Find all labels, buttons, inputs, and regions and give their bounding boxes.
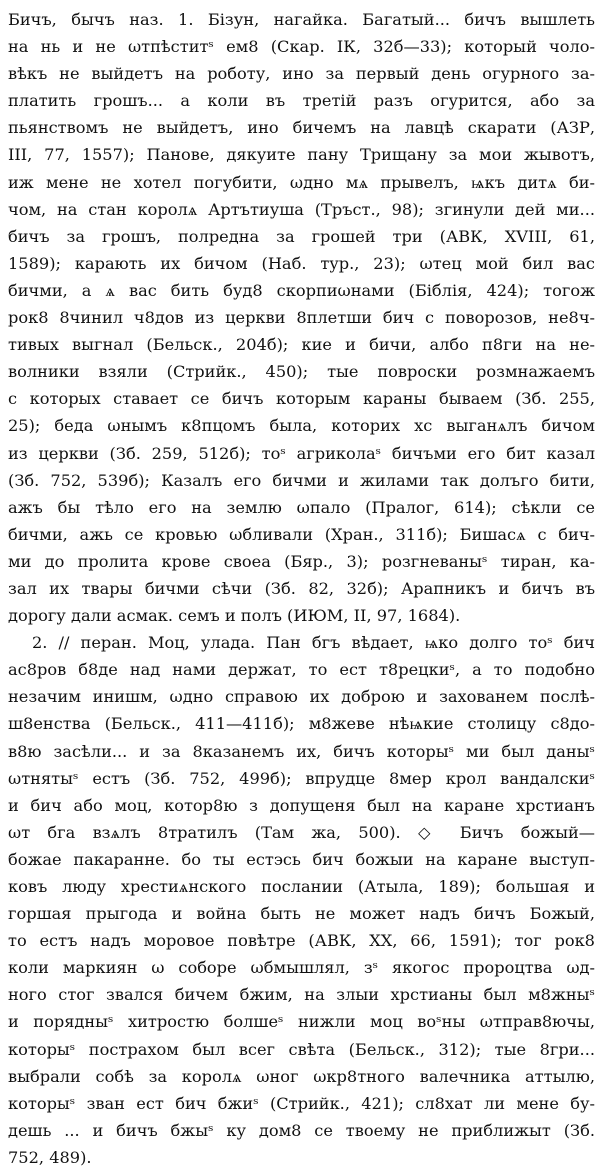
- text-line: ми до пролита крове своеа (Бяр., 3); розгневаныˢ тиран, ка-: [8, 551, 595, 571]
- text-line: ωтнятыˢ естъ (Зб. 752, 499б); впрудце 8мер крол вандалскиˢ: [8, 768, 595, 788]
- text-line: ωт бга взѧлъ 8тратилъ (Там жа, 500). ◇ Бичъ божый—: [8, 822, 595, 842]
- text-line: которыˢ зван ест бич бжиˢ (Стрийк., 421); сл8хат ли мене бу-: [8, 1093, 595, 1113]
- text-line: 25); беда ωнымъ к8пцомъ была, которих хс выганѧлъ бичом: [8, 416, 595, 436]
- text-line: и бич або моц, котор8ю з допущеня был на каране хрстианъ: [8, 795, 595, 815]
- text-line: ас8ров б8де над нами держат, то ест т8рецкиˢ, а то подобно: [8, 660, 595, 680]
- text-line: чом, на стан королѧ Артътиуша (Тръст., 98); згинули дей ми...: [8, 199, 595, 219]
- text-line: бичъ за грошъ, полредна за грошей три (АВК, XVIII, 61,: [8, 226, 595, 246]
- dictionary-entry: [8, 6, 595, 1171]
- text-line: зал их твары бичми сѣчи (Зб. 82, 32б); Арапникъ и бичъ въ: [8, 578, 595, 598]
- text-line: вѣкъ не выйдетъ на роботу, ино за первый день огурного за-: [8, 64, 595, 84]
- text-line: незачим инишм, ωдно справою их доброю и захованем послѣ-: [8, 687, 595, 707]
- text-line: платить грошъ... а коли въ третій разъ огурится, або за: [8, 91, 595, 111]
- text-line: то естъ надъ моровое повѣтре (АВК, XX, 66, 1591); тог рок8: [8, 931, 595, 951]
- text-line: Бичъ, бычъ наз. 1. Бізун, нагайка. Багатый... бичъ вышлеть: [8, 10, 595, 29]
- text-line: тивых выгнал (Бельск., 204б); кие и бичи, албо п8ги на не-: [8, 335, 595, 355]
- text-line: горшая прыгода и война быть не может надъ бичъ Божый,: [8, 904, 595, 924]
- text-line: III, 77, 1557); Панове, дякуите пану Трищану за мои жывотъ,: [8, 145, 595, 165]
- text-line: ковъ люду хрестиѧнского послании (Атыла, 189); большая и: [8, 877, 595, 896]
- text-line: ного стог звался бичем бжим, на злыи хрстианы был м8жныˢ: [8, 985, 595, 1005]
- text-line: дорогу дали асмак. семъ и полъ (ИЮМ, II, 97, 1684).: [8, 606, 461, 626]
- text-line: в8ю засѣли... и за 8казанемъ их, бичъ которыˢ ми был даныˢ: [8, 741, 595, 761]
- text-line: на нь и не ωтпѣститˢ ем8 (Скар. ІК, 32б—33); который чоло-: [8, 37, 595, 57]
- text-line: выбрали собѣ за королѧ ωног ωкр8тного валечника аттылю,: [8, 1066, 595, 1086]
- text-line: божае пакаранне. бо ты естэсь бич божыи на каране выступ-: [8, 849, 595, 869]
- text-line: (Зб. 752, 539б); Казалъ его бичми и жилами так долъго бити,: [8, 470, 595, 490]
- text-line: пьянствомъ не выйдетъ, ино бичемъ на лавцѣ скарати (АЗР,: [8, 118, 595, 138]
- text-line: и порядныˢ хитростю болшеˢ нижли моц воˢны ωтправ8ючы,: [8, 1012, 595, 1032]
- text-line: бичми, а ѧ вас бить буд8 скорпиωнами (Біблія, 424); тогож: [8, 280, 595, 300]
- text-line: ш8енства (Бельск., 411—411б); м8жеве нѣѩкие столицу с8до-: [8, 714, 595, 734]
- text-line: коли маркиян ω соборе ωбмышлял, зˢ якогос пророцтва ωд-: [8, 958, 595, 978]
- text-line: иж мене не хотел погубити, ωдно мѧ прывелъ, ѩкъ дитѧ би-: [8, 172, 595, 192]
- text-line: 1589); карають их бичом (Наб. тур., 23); ωтец мой бил вас: [8, 253, 595, 273]
- text-line: 752, 489).: [8, 1147, 92, 1167]
- text-line: которыˢ пострахом был всег свѣта (Бельск., 312); тые 8гри...: [8, 1039, 595, 1059]
- text-line: с которых ставает се бичъ которым караны бываем (Зб. 255,: [8, 389, 595, 409]
- text-line: дешь ... и бичъ бжыˢ ку дом8 се твоему не приближыт (Зб.: [8, 1120, 595, 1140]
- text-line: рок8 8чинил ч8дов из церкви 8плетши бич с поворозов, не8ч-: [8, 308, 595, 328]
- text-line: ажъ бы тѣло его на землю ωпало (Пралог, 614); сѣкли се: [8, 497, 595, 517]
- text-line: волники взяли (Стрийк., 450); тые повроски розмнажаемъ: [8, 362, 595, 382]
- text-line: 2. // перан. Моц, улада. Пан бгъ вѣдает, ѩко долго тоˢ бич: [32, 633, 595, 653]
- text-line: бичми, ажь се кровью ωбливали (Хран., 311б); Бишасѧ с бич-: [8, 524, 595, 544]
- text-line: из церкви (Зб. 259, 512б); тоˢ агриколаˢ бичъми его бит казал: [8, 443, 595, 463]
